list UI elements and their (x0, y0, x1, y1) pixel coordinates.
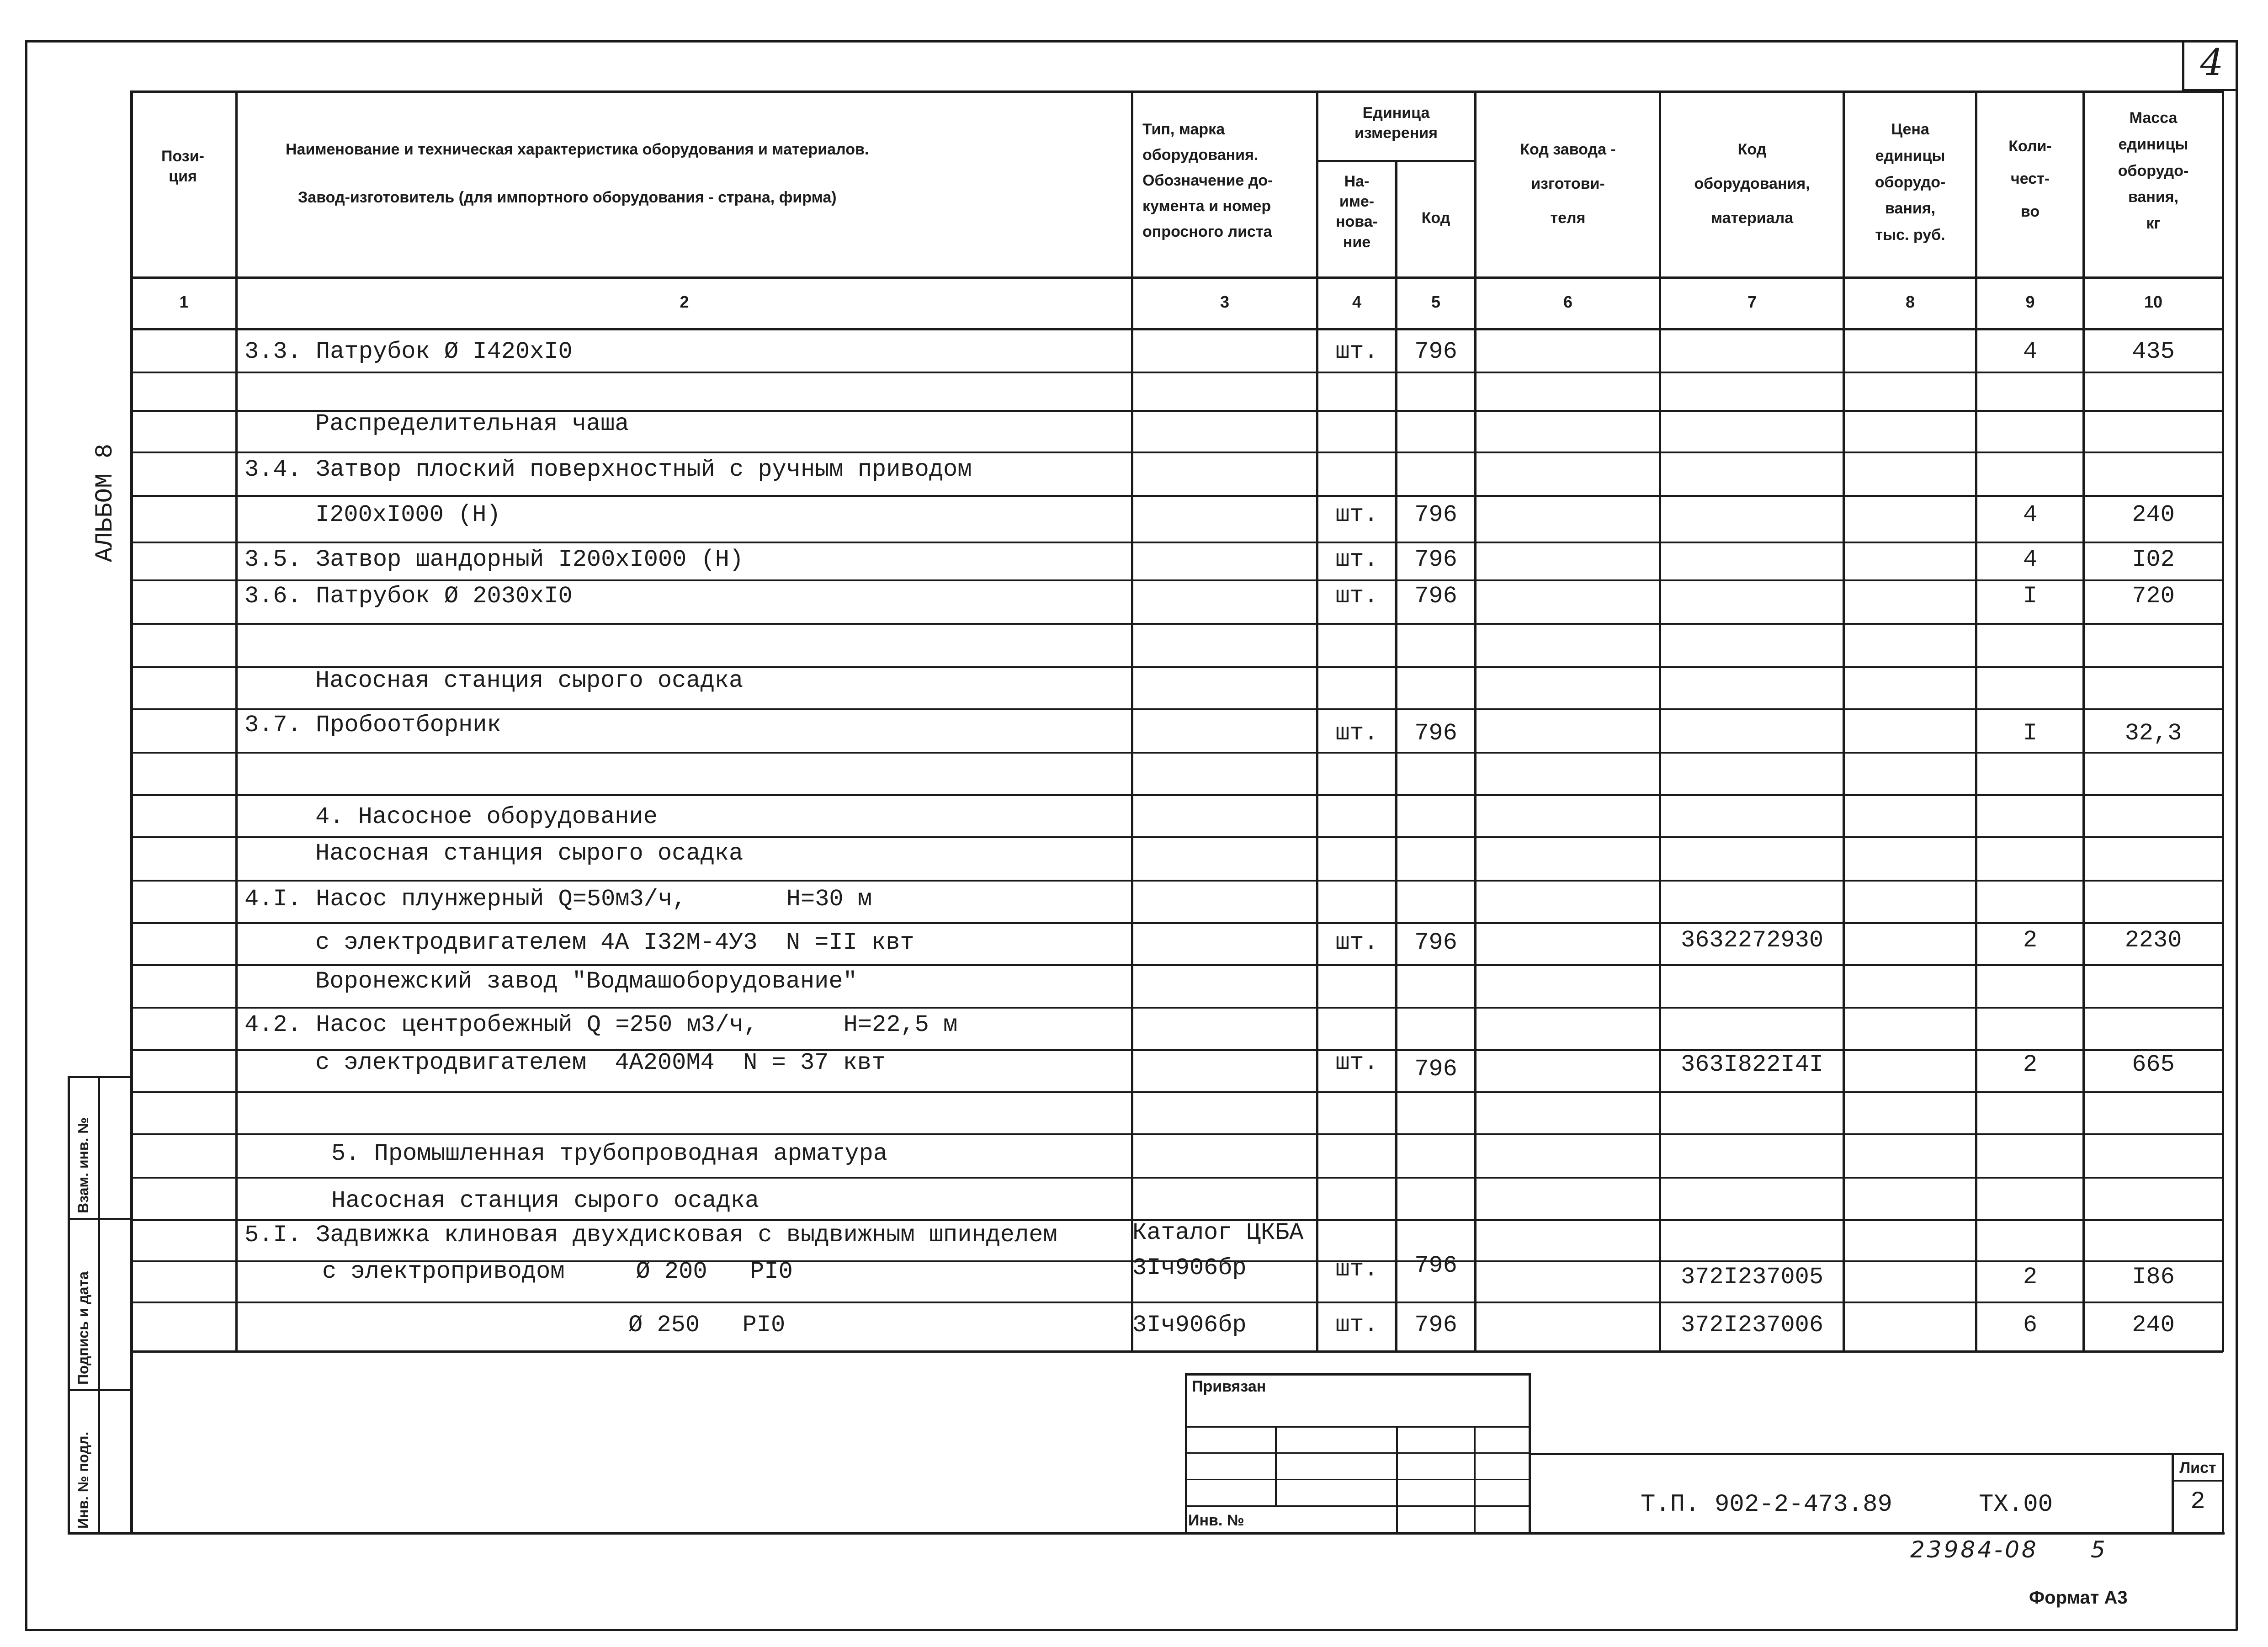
row-unit-code: 796 (1414, 583, 1457, 610)
row-mass: 665 (2132, 1051, 2175, 1078)
stamp-split (68, 1218, 132, 1220)
stamp-split (68, 1389, 132, 1391)
row-name: 3.5. Затвор шандорный I200xI000 (Н) (244, 546, 744, 573)
row-line (130, 880, 2223, 882)
header-price: Цена единицы оборудо- вания, тыс. руб. (1875, 121, 1946, 244)
row-line (130, 708, 2223, 710)
tb-privyazan: Привязан (1192, 1378, 1266, 1395)
column-number: 9 (2025, 292, 2035, 311)
column-number: 6 (1563, 292, 1573, 311)
colnum-bottom (130, 328, 2223, 330)
stamp-left (68, 1076, 70, 1535)
column-number: 5 (1431, 292, 1441, 311)
row-equip-code: 372I237006 (1680, 1312, 1824, 1339)
row-line (130, 623, 2223, 625)
column-number: 3 (1220, 292, 1230, 311)
col-divider (1843, 90, 1845, 1352)
col-divider (235, 90, 238, 1352)
sheet-corner-number: 4 (2200, 41, 2224, 84)
row-line (130, 922, 2223, 924)
row-name: 4.I. Насос плунжерный Q=50м3/ч, Н=30 м (244, 886, 872, 913)
row-unit-code: 796 (1414, 501, 1457, 528)
table-top (130, 90, 2223, 93)
row-unit: шт. (1335, 338, 1378, 365)
row-unit-code: 796 (1414, 720, 1457, 747)
corner-box-left (2182, 40, 2184, 90)
row-name: 5. Промышленная трубопроводная арматура (331, 1140, 887, 1167)
row-name: 4. Насосное оборудование (315, 803, 658, 830)
row-qty: 2 (2023, 1051, 2038, 1078)
row-name: Распределительная чаша (315, 410, 629, 437)
row-mass: I02 (2132, 546, 2175, 573)
frame-top (25, 40, 2237, 43)
column-number: 7 (1747, 292, 1757, 311)
row-qty: 6 (2023, 1312, 2038, 1339)
stamp-podpis: Подпись и дата (75, 1271, 91, 1385)
header-mass: Масса единицы оборудо- вания, кг (2118, 109, 2189, 233)
handwritten-number: 23984-08 (1910, 1536, 2039, 1563)
row-equip-code: 363I822I4I (1680, 1051, 1824, 1078)
row-qty: 4 (2023, 501, 2038, 528)
column-number: 8 (1905, 292, 1915, 311)
stamp-mid (98, 1076, 100, 1535)
tb-doc-code: Т.П. 902-2-473.89 (1641, 1491, 1892, 1519)
tb-sheet-no: 2 (2190, 1488, 2205, 1516)
header-type: Тип, марка оборудования. Обозначение до- кумента и номер опросного листа (1142, 121, 1273, 241)
header-qty: Коли- чест- во (2008, 138, 2052, 220)
row-unit: шт. (1335, 546, 1378, 573)
row-mass: 435 (2132, 338, 2175, 365)
row-unit-code: 796 (1414, 929, 1457, 956)
tb-line (1185, 1479, 1530, 1480)
row-line (130, 1007, 2223, 1009)
row-name: Насосная станция сырого осадка (315, 667, 744, 694)
header-bottom (130, 276, 2223, 279)
row-qty: I (2023, 583, 2038, 610)
row-name: 3.3. Патрубок Ø I420xI0 (244, 338, 573, 365)
album-label: АЛЬБОМ 8 (91, 443, 119, 562)
header-unit-name: На- име- нова- ние (1336, 173, 1378, 251)
col-divider (1659, 90, 1661, 1352)
row-unit-code: 796 (1414, 1056, 1457, 1083)
col-divider (1975, 90, 1977, 1352)
tb-line (1185, 1505, 1530, 1507)
col-divider (1474, 90, 1477, 1352)
header-name-line1: Наименование и техническая характеристика оборудования и материалов. (286, 141, 869, 158)
row-unit: шт. (1335, 929, 1378, 956)
row-line (130, 542, 2223, 543)
row-name: Воронежский завод "Водмашоборудование" (315, 968, 857, 995)
row-line (130, 452, 2223, 453)
row-name: 3.6. Патрубок Ø 2030xI0 (244, 583, 573, 610)
row-line (130, 964, 2223, 966)
row-equip-code: 3632272930 (1680, 927, 1824, 954)
tb-col (1474, 1426, 1476, 1533)
row-qty: 2 (2023, 1264, 2038, 1291)
tb-col (1396, 1426, 1398, 1533)
tb-col (1275, 1426, 1277, 1507)
header-name-line2: Завод-изготовитель (для импортного оборудования - страна, фирма) (298, 189, 837, 206)
row-mass: 2230 (2125, 927, 2182, 954)
row-name: I200xI000 (Н) (315, 501, 501, 528)
row-name: с электродвигателем 4А I32М-4У3 N =II квт (315, 929, 914, 956)
row-line (130, 836, 2223, 838)
row-unit: шт. (1335, 1049, 1378, 1076)
row-name: 3.4. Затвор плоский поверхностный с ручным приводом (244, 456, 972, 483)
tb-top (1185, 1373, 1530, 1376)
row-line (130, 579, 2223, 581)
header-unit: Единица измерения (1354, 104, 1438, 142)
row-line (130, 372, 2223, 373)
row-unit: шт. (1335, 583, 1378, 610)
frame-bottom (25, 1629, 2237, 1631)
row-name: Насосная станция сырого осадка (331, 1187, 760, 1214)
header-equip-code: Код оборудования, материала (1694, 141, 1810, 227)
row-line (130, 1302, 2223, 1303)
row-mass: 720 (2132, 583, 2175, 610)
row-line (130, 1091, 2223, 1093)
row-qty: I (2023, 720, 2038, 747)
row-mass: I86 (2132, 1264, 2175, 1291)
row-name: 5.I. Задвижка клиновая двухдисковая с выдвижным шпинделем (244, 1222, 1057, 1249)
table-right (2222, 90, 2224, 1352)
tb-right-edge (2222, 1453, 2224, 1533)
tb-sheet-label: Лист (2179, 1459, 2216, 1477)
stamp-inv: Инв. № подл. (75, 1431, 91, 1529)
row-mass: 240 (2132, 1312, 2175, 1339)
row-name: с электродвигателем 4А200М4 N = 37 квт (315, 1049, 886, 1076)
row-line (130, 794, 2223, 796)
row-line (130, 752, 2223, 754)
row-qty: 2 (2023, 927, 2038, 954)
row-name: 4.2. Насос центробежный Q =250 м3/ч, Н=22,5 м (244, 1011, 958, 1038)
table-body-bottom (130, 1350, 2223, 1353)
row-qty: 4 (2023, 338, 2038, 365)
tb-line (1185, 1452, 1530, 1454)
row-name: 3.7. Пробоотборник (244, 712, 501, 738)
stamp-bottom (68, 1532, 2225, 1535)
row-type: Каталог ЦКБА (1132, 1219, 1304, 1246)
row-mass: 32,3 (2125, 720, 2182, 747)
tb-line (1185, 1426, 1530, 1428)
row-unit-code: 796 (1414, 338, 1457, 365)
row-type: 3Iч906бр (1132, 1312, 1247, 1339)
frame-right (2236, 40, 2238, 1631)
tb-inv-no: Инв. № (1188, 1512, 1244, 1529)
row-name: Ø 250 РI0 (628, 1312, 786, 1339)
row-unit: шт. (1335, 1256, 1378, 1283)
header-maker-code: Код завода - изготови- теля (1520, 141, 1616, 227)
row-line (130, 1177, 2223, 1179)
handwritten-number-2: 5 (2091, 1536, 2105, 1563)
stamp-top (68, 1076, 132, 1078)
tb-mark: ТХ.00 (1979, 1491, 2053, 1519)
row-qty: 4 (2023, 546, 2038, 573)
column-number: 2 (680, 292, 689, 311)
column-number: 10 (2144, 292, 2163, 311)
column-number: 1 (179, 292, 189, 311)
row-line (130, 1133, 2223, 1135)
row-name: с электроприводом Ø 200 РI0 (322, 1258, 793, 1285)
header-position: Пози- ция (161, 148, 204, 186)
header-unit-code: Код (1421, 209, 1450, 227)
row-mass: 240 (2132, 501, 2175, 528)
row-unit: шт. (1335, 501, 1378, 528)
row-unit-code: 796 (1414, 1252, 1457, 1279)
row-name: Насосная станция сырого осадка (315, 840, 744, 867)
row-unit-code: 796 (1414, 1312, 1457, 1339)
row-unit: шт. (1335, 720, 1378, 747)
column-number: 4 (1352, 292, 1362, 311)
frame-left (25, 40, 27, 1631)
col-divider (1131, 90, 1133, 1352)
tb-doc-top (1529, 1453, 2223, 1455)
row-unit: шт. (1335, 1312, 1378, 1339)
row-equip-code: 372I237005 (1680, 1264, 1824, 1291)
row-unit-code: 796 (1414, 546, 1457, 573)
tb-sheet-split (2172, 1480, 2223, 1482)
stamp-vzam: Взам. инв. № (75, 1117, 91, 1213)
format-label: Формат А3 (2029, 1588, 2128, 1608)
row-type: 3Iч906бр (1132, 1254, 1247, 1281)
row-line (130, 495, 2223, 497)
